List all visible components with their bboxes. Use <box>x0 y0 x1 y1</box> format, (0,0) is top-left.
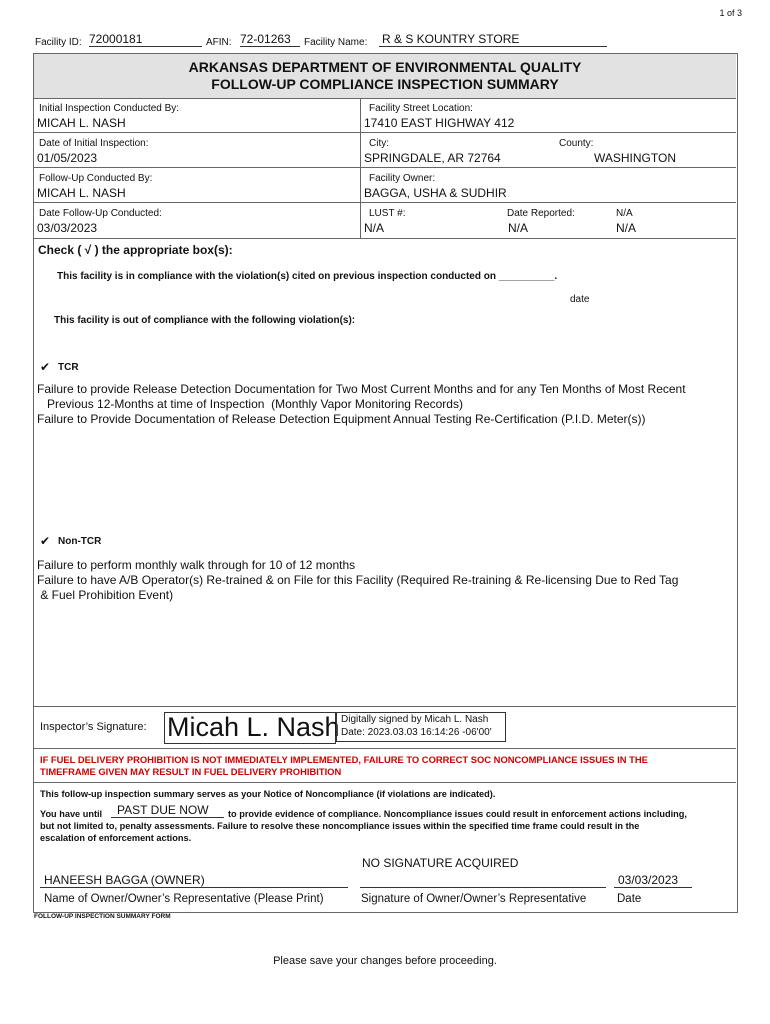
in-compliance-text: This facility is in compliance with the violation(s) cited on previous inspection conducted on __________. <box>57 271 558 282</box>
date-caption: date <box>570 294 590 305</box>
tcr-violation-1-cont: Previous 12-Months at time of Inspection (Monthly Vapor Monitoring Records) <box>37 397 463 411</box>
na-label: N/A <box>616 208 633 219</box>
date-followup-field[interactable]: 03/03/2023 <box>37 221 98 235</box>
owner-signature-field[interactable] <box>360 873 606 888</box>
city-label: City: <box>369 138 389 149</box>
section-divider <box>34 748 736 749</box>
inspector-signature-field[interactable] <box>164 712 340 744</box>
out-of-compliance-text: This facility is out of compliance with the following violation(s): <box>54 315 356 326</box>
na-field[interactable]: N/A <box>616 221 637 235</box>
notice-line-2: to provide evidence of compliance. Noncompliance issues could result in enforcement actions including, <box>228 809 687 819</box>
warning-line-2: TIMEFRAME GIVEN MAY RESULT IN FUEL DELIVERY PROHIBITION <box>40 766 342 777</box>
nontcr-label: Non-TCR <box>58 536 102 547</box>
initial-by-label: Initial Inspection Conducted By: <box>39 103 180 114</box>
notice-line-4: escalation of enforcement actions. <box>40 833 192 843</box>
afin-label: AFIN: <box>206 37 232 48</box>
inspector-signature-label: Inspector’s Signature: <box>40 721 147 733</box>
section-divider <box>34 706 736 707</box>
owner-field[interactable]: BAGGA, USHA & SUDHIR <box>364 186 507 200</box>
grid-line <box>34 167 736 168</box>
afin-field[interactable]: 72-01263 <box>240 32 300 47</box>
owner-date-caption: Date <box>617 893 642 905</box>
check-heading: Check ( √ ) the appropriate box(s): <box>38 243 233 257</box>
nontcr-violation-2-cont: & Fuel Prohibition Event) <box>37 588 174 602</box>
date-reported-field[interactable]: N/A <box>508 221 529 235</box>
tcr-check-icon[interactable]: ✔ <box>40 360 51 374</box>
header-title-2: FOLLOW-UP COMPLIANCE INSPECTION SUMMARY <box>211 76 559 92</box>
signature-meta-signed: Digitally signed by Micah L. Nash <box>341 714 489 725</box>
signature-meta-box <box>336 712 506 742</box>
street-field[interactable]: 17410 EAST HIGHWAY 412 <box>364 116 515 130</box>
tcr-violation-1: Failure to provide Release Detection Documentation for Two Most Current Months and for any Ten Months of Most Recent <box>37 382 686 396</box>
lust-label: LUST #: <box>369 208 406 219</box>
nontcr-violation-2: Failure to have A/B Operator(s) Re-trained & on File for this Facility (Required Re-training & Re-licensing Due to Red Tag <box>37 573 679 587</box>
street-label: Facility Street Location: <box>369 103 473 114</box>
page-indicator: 1 of 3 <box>719 8 742 18</box>
notice-line-1: This follow-up inspection summary serves as your Notice of Noncompliance (if violations are indicated). <box>40 789 496 799</box>
facility-name-label: Facility Name: <box>304 37 368 48</box>
date-initial-field[interactable]: 01/05/2023 <box>37 151 98 165</box>
header-title-1: ARKANSAS DEPARTMENT OF ENVIRONMENTAL QUALITY <box>188 59 582 75</box>
followup-by-field[interactable]: MICAH L. NASH <box>37 186 126 200</box>
deadline-field[interactable]: PAST DUE NOW <box>111 803 224 818</box>
signature-meta-date: Date: 2023.03.03 16:14:26 -06'00' <box>341 727 492 738</box>
notice-line-3: but not limited to, penalty assessments. Failure to resolve these noncompliance issues within the specified time frame could result in the <box>40 821 640 831</box>
date-followup-label: Date Follow-Up Conducted: <box>39 208 162 219</box>
nontcr-check-icon[interactable]: ✔ <box>40 534 51 548</box>
facility-id-field[interactable]: 72000181 <box>89 32 202 47</box>
grid-line <box>34 238 736 239</box>
grid-line <box>34 132 736 133</box>
signature-name: Micah L. Nash <box>167 712 340 742</box>
county-field[interactable]: WASHINGTON <box>594 151 677 165</box>
grid-divider <box>360 98 361 238</box>
county-label: County: <box>559 138 594 149</box>
grid-line <box>34 202 736 203</box>
date-initial-label: Date of Initial Inspection: <box>39 138 149 149</box>
nontcr-violation-1: Failure to perform monthly walk through for 10 of 12 months <box>37 558 356 572</box>
owner-date-field[interactable]: 03/03/2023 <box>614 873 692 888</box>
no-signature-text: NO SIGNATURE ACQUIRED <box>362 856 519 870</box>
warning-line-1: IF FUEL DELIVERY PROHIBITION IS NOT IMMEDIATELY IMPLEMENTED, FAILURE TO CORRECT SOC NONCOMPLIANCE ISSUES IN THE <box>40 754 648 765</box>
lust-field[interactable]: N/A <box>364 221 385 235</box>
save-notice: Please save your changes before proceeding. <box>273 955 497 967</box>
facility-id-label: Facility ID: <box>35 37 82 48</box>
date-reported-label: Date Reported: <box>507 208 575 219</box>
owner-name-field[interactable]: HANEESH BAGGA (OWNER) <box>40 873 348 888</box>
owner-name-caption: Name of Owner/Owner’s Representative (Please Print) <box>44 893 324 905</box>
initial-by-field[interactable]: MICAH L. NASH <box>37 116 126 130</box>
tcr-label: TCR <box>58 362 79 373</box>
facility-name-field[interactable]: R & S KOUNTRY STORE <box>379 32 607 47</box>
you-have-until-label: You have until <box>40 809 103 819</box>
followup-by-label: Follow-Up Conducted By: <box>39 173 153 184</box>
owner-signature-caption: Signature of Owner/Owner’s Representative <box>361 893 587 905</box>
owner-label: Facility Owner: <box>369 173 436 184</box>
form-name: FOLLOW-UP INSPECTION SUMMARY FORM <box>34 913 171 920</box>
city-field[interactable]: SPRINGDALE, AR 72764 <box>364 151 501 165</box>
tcr-violation-2: Failure to Provide Documentation of Release Detection Equipment Annual Testing Re-Certification (P.I.D. Meter(s)) <box>37 412 646 426</box>
section-divider <box>34 782 736 783</box>
